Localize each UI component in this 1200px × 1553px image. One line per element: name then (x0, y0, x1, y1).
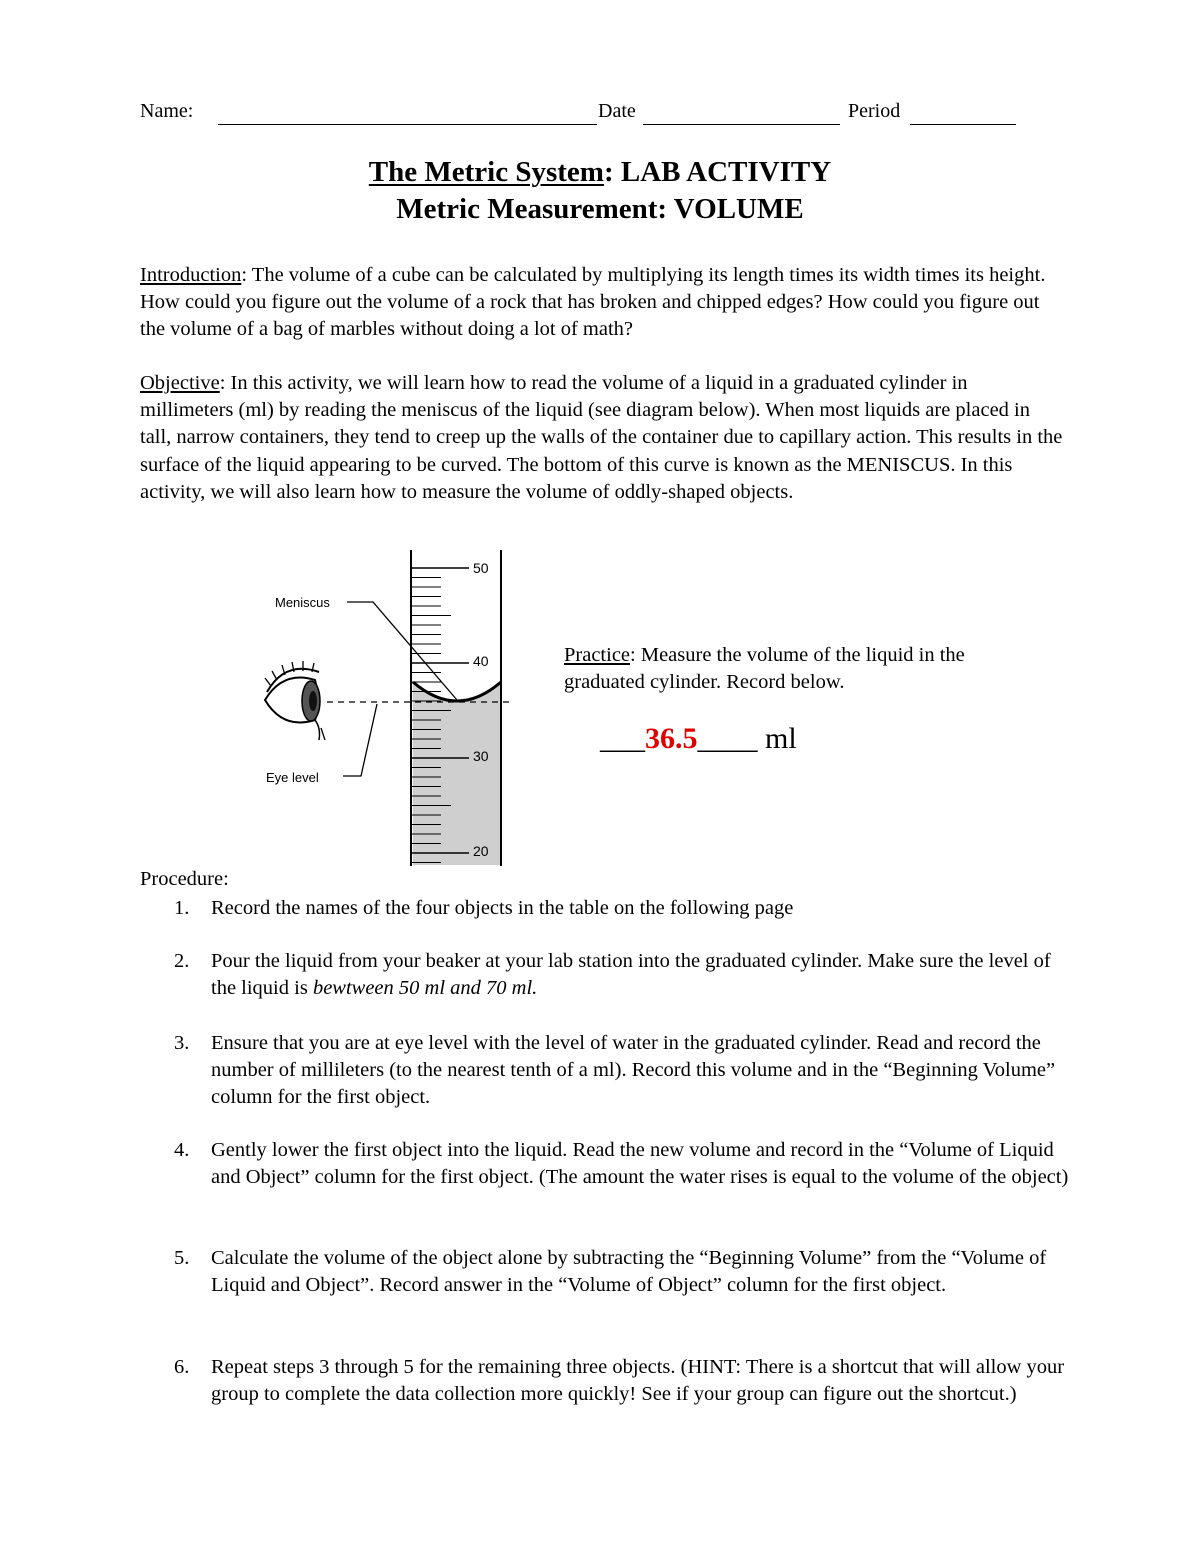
meniscus-label: Meniscus (275, 595, 330, 610)
introduction-paragraph (140, 262, 1065, 344)
title-part1: The Metric System (368, 156, 604, 188)
introduction-text: : The volume of a cube can be calculated by multiplying its length times its width times its height. How could you figure out the volume of a rock that has broken and chipped edges? How could you figure out the volume of a bag of marbles without doing a lot of math? (140, 264, 1046, 341)
answer-prefix: ___ (600, 722, 645, 755)
eye-icon (265, 661, 325, 740)
practice-text: : Measure the volume of the liquid in the graduated cylinder. Record below. (564, 644, 965, 694)
date-label: Date (598, 100, 636, 122)
meniscus-pointer (347, 602, 457, 700)
step-number: 3. (174, 1032, 190, 1054)
header-line (140, 100, 1040, 130)
objective-paragraph (140, 370, 1065, 506)
eye-level-label: Eye level (266, 770, 319, 785)
step-text: Repeat steps 3 through 5 for the remaining three objects. (HINT: There is a shortcut that will allow your group to complete the data collection more quickly! See if your group can figure out the shortcut.) (211, 1356, 1065, 1406)
step-number: 1. (174, 897, 190, 919)
objective-label: Objective (140, 372, 220, 394)
name-label: Name: (140, 100, 194, 122)
eye-level-pointer (343, 704, 377, 776)
scale-label-40: 40 (473, 653, 489, 669)
step-text (211, 948, 1071, 1002)
page-subtitle: Metric Measurement: VOLUME (396, 193, 804, 225)
scale-label-30: 30 (473, 748, 489, 764)
period-blank (910, 124, 1016, 125)
title-colon: : (603, 156, 614, 188)
liquid-fill (413, 682, 501, 865)
practice-answer (600, 722, 797, 756)
step-text-italic: bewtween 50 ml and 70 ml. (312, 977, 538, 1000)
step-text: Ensure that you are at eye level with the level of water in the graduated cylinder. Read and record the number of millileters (to the nearest tenth of a ml). Record this volume and in the “Beginning Volume” column for the first object. (211, 1032, 1056, 1109)
period-label: Period (848, 100, 901, 122)
step-number: 6. (174, 1356, 190, 1378)
title-part2: LAB ACTIVITY (613, 156, 832, 188)
page-title (0, 156, 1200, 189)
step-number: 2. (174, 950, 190, 972)
step-text: Gently lower the first object into the liquid. Read the new volume and record in the “Volume of Liquid and Object” column for the first object. (The amount the water rises is equal to the volume of the object) (211, 1139, 1069, 1189)
step-number: 4. (174, 1139, 190, 1161)
answer-value: 36.5 (645, 722, 698, 755)
answer-suffix: ____ ml (697, 722, 797, 755)
practice-label: Practice (564, 644, 631, 666)
scale-label-50: 50 (473, 560, 489, 576)
graduated-cylinder-diagram (255, 548, 525, 870)
step-text: Record the names of the four objects in the table on the following page (211, 897, 794, 919)
practice-paragraph (564, 642, 994, 696)
procedure-title: Procedure: (140, 868, 229, 890)
objective-text: : In this activity, we will learn how to read the volume of a liquid in a graduated cylinder in millimeters (ml) by reading the meniscus of the liquid (see diagram below). When most liquids are placed in tall, narrow containers, they tend to creep up the walls of the container due to capillary action. This results in the surface of the liquid appearing to be curved. The bottom of this curve is known as the MENISCUS. In this activity, we will also learn how to measure the volume of oddly-shaped objects. (140, 372, 1063, 503)
step-text: Calculate the volume of the object alone by subtracting the “Beginning Volume” from the “Volume of Liquid and Object”. Record answer in the “Volume of Object” column for the first object. (211, 1247, 1047, 1297)
scale-label-20: 20 (473, 843, 489, 859)
step-number: 5. (174, 1247, 190, 1269)
introduction-label: Introduction (140, 264, 242, 286)
step-text-main: Pour the liquid from your beaker at your lab station into the graduated cylinder. Make sure the level of the liquid is (211, 950, 1051, 1000)
date-blank (643, 124, 840, 125)
name-blank (218, 124, 597, 125)
